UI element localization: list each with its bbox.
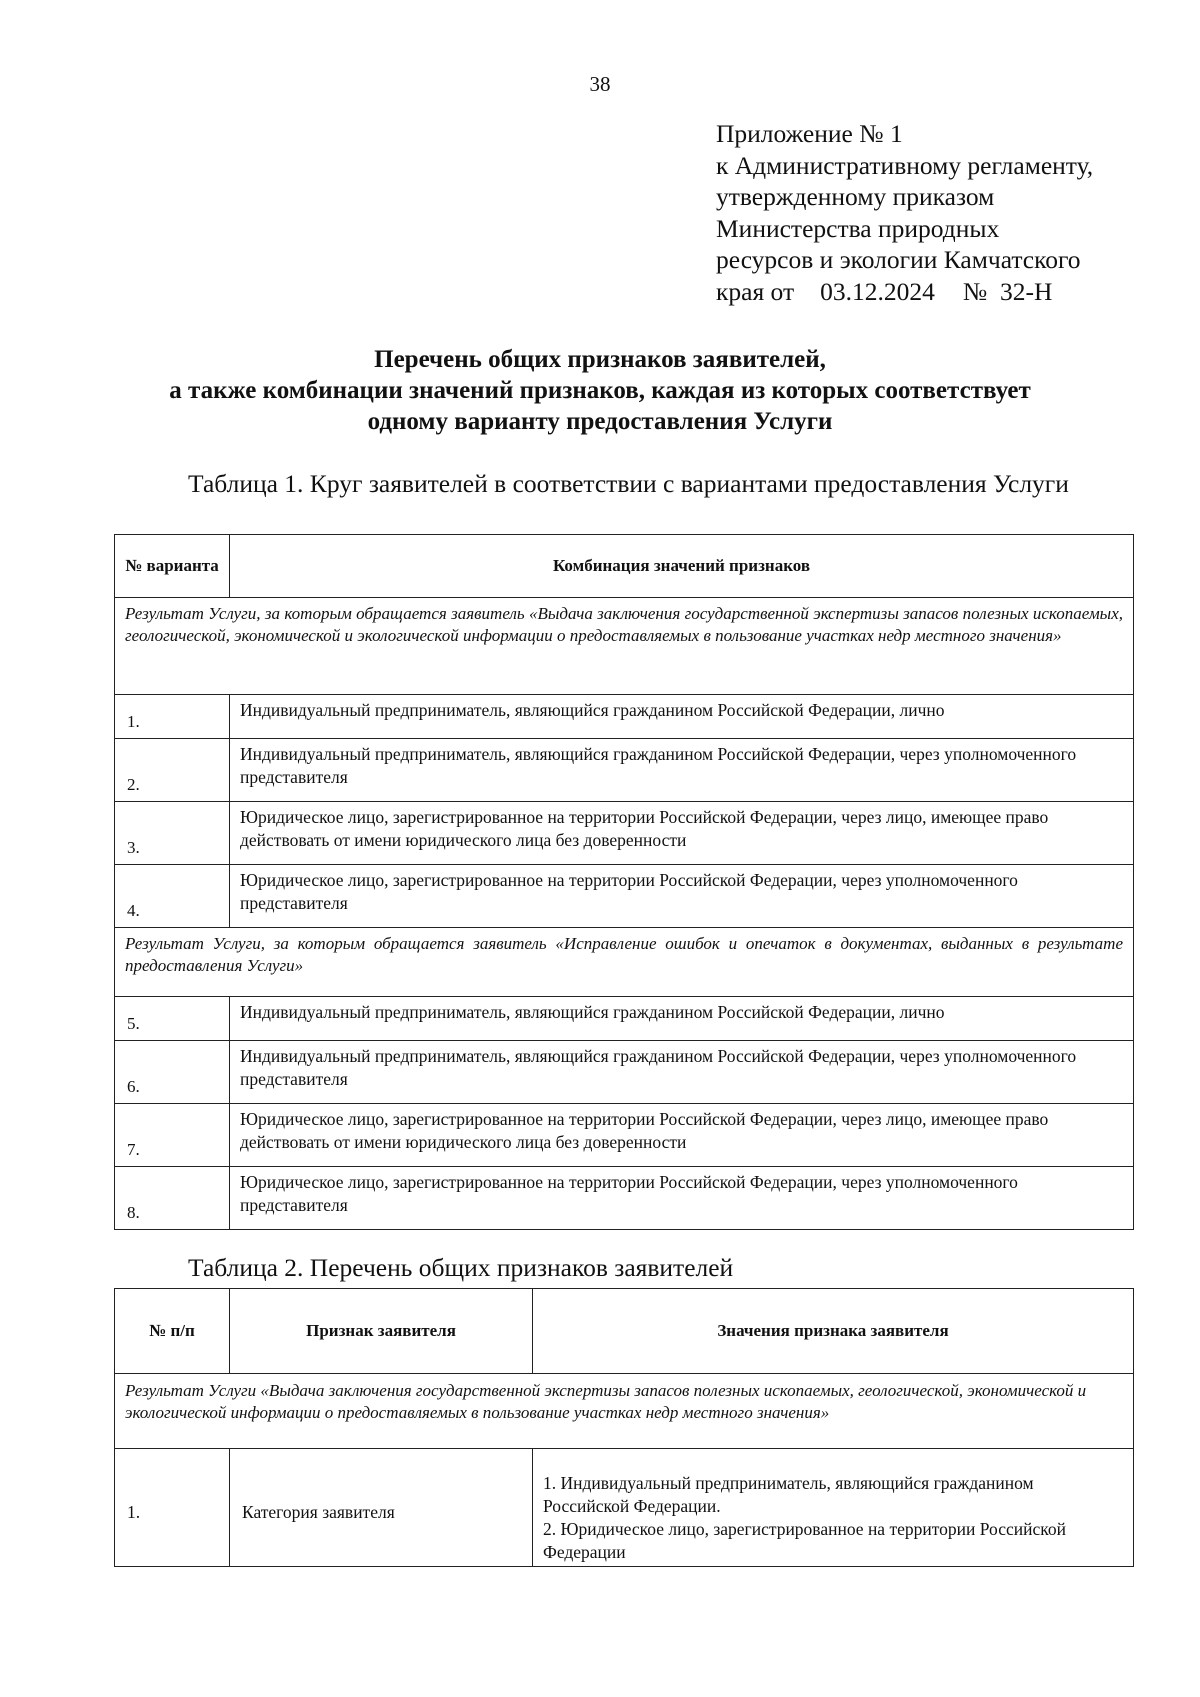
variant-number: 8.: [115, 1167, 230, 1230]
variant-text: Индивидуальный предприниматель, являющийся гражданином Российской Федерации, через уполномоченного представителя: [230, 1041, 1134, 1104]
variant-text: Индивидуальный предприниматель, являющийся гражданином Российской Федерации, лично: [230, 695, 1134, 739]
number-sign: №: [962, 276, 988, 306]
table2-caption: Таблица 2. Перечень общих признаков заявителей: [188, 1253, 734, 1282]
sign-name: Категория заявителя: [230, 1449, 533, 1567]
sign-value: 2. Юридическое лицо, зарегистрированное на территории Российской Федерации: [543, 1518, 1067, 1562]
header-variant-number: № варианта: [115, 535, 230, 598]
table-row: [115, 1449, 1134, 1567]
appendix-line: к Административному регламенту,: [716, 150, 1094, 180]
variant-number: 1.: [115, 695, 230, 739]
section-row: [115, 928, 1134, 997]
variant-number: 7.: [115, 1104, 230, 1167]
header-sign-values: Значения признака заявителя: [533, 1289, 1134, 1374]
variant-text: Юридическое лицо, зарегистрированное на территории Российской Федерации, через уполномоченного представителя: [230, 865, 1134, 928]
variant-number: 3.: [115, 802, 230, 865]
section-text: Результат Услуги, за которым обращается заявитель «Исправление ошибок и опечаток в документах, выданных в результате предоставления Услуги»: [115, 928, 1134, 997]
section-text: Результат Услуги «Выдача заключения государственной экспертизы запасов полезных ископаемых, геологической, экономической и экологической информации о предоставляемых в пользование участках недр местного значения»: [115, 1374, 1134, 1449]
section-text: Результат Услуги, за которым обращается заявитель «Выдача заключения государственной экспертизы запасов полезных ископаемых, геологической, экономической и экологической информации о предоставляемых в пользование участках недр местного значения»: [115, 598, 1134, 695]
variant-number: 2.: [115, 739, 230, 802]
variant-text: Индивидуальный предприниматель, являющийся гражданином Российской Федерации, лично: [230, 997, 1134, 1041]
page-number: 38: [589, 72, 611, 96]
table-row: [115, 865, 1134, 928]
table1-caption: Таблица 1. Круг заявителей в соответствии с вариантами предоставления Услуги: [188, 469, 1069, 498]
header-combination: Комбинация значений признаков: [230, 535, 1134, 598]
variant-number: 5.: [115, 997, 230, 1041]
title-line: а также комбинации значений признаков, каждая из которых соответствует: [169, 377, 1031, 404]
applicant-variants-table: [114, 534, 1134, 1230]
table-header-row: [115, 535, 1134, 598]
table-row: [115, 802, 1134, 865]
variant-number: 4.: [115, 865, 230, 928]
appendix-date-line: [716, 276, 1156, 308]
appendix-line: Министерства природных: [716, 213, 1000, 243]
appendix-line: ресурсов и экологии Камчатского: [716, 245, 1081, 274]
appendix-date-prefix: края от: [716, 276, 795, 306]
table-header-row: [115, 1289, 1134, 1374]
appendix-line: Приложение № 1: [716, 119, 903, 148]
table-row: [115, 695, 1134, 739]
variant-text: Юридическое лицо, зарегистрированное на территории Российской Федерации, через лицо, имеющее право действовать от имени юридического лица без доверенности: [230, 1104, 1134, 1167]
variant-text: Юридическое лицо, зарегистрированное на территории Российской Федерации, через уполномоченного представителя: [230, 1167, 1134, 1230]
header-sign: Признак заявителя: [230, 1289, 533, 1374]
table-row: [115, 739, 1134, 802]
appendix-line: утвержденному приказом: [716, 182, 995, 211]
variant-text: Индивидуальный предприниматель, являющийся гражданином Российской Федерации, через уполномоченного представителя: [230, 739, 1134, 802]
applicant-signs-table: [114, 1288, 1134, 1567]
table-row: [115, 997, 1134, 1041]
document-title: [100, 344, 1100, 437]
title-line: Перечень общих признаков заявителей,: [374, 346, 826, 373]
variant-number: 6.: [115, 1041, 230, 1104]
section-row: [115, 1374, 1134, 1449]
item-number: 1.: [115, 1449, 230, 1567]
order-date: 03.12.2024: [820, 276, 935, 306]
variant-text: Юридическое лицо, зарегистрированное на территории Российской Федерации, через лицо, имеющее право действовать от имени юридического лица без доверенности: [230, 802, 1134, 865]
sign-value: 1. Индивидуальный предприниматель, являющийся гражданином Российской Федерации.: [543, 1472, 1034, 1516]
order-number: 32-Н: [999, 276, 1053, 306]
table-row: [115, 1041, 1134, 1104]
table-row: [115, 1167, 1134, 1230]
table-row: [115, 1104, 1134, 1167]
header-item-number: № п/п: [115, 1289, 230, 1374]
title-line: одному варианту предоставления Услуги: [367, 408, 833, 435]
sign-values: [533, 1449, 1134, 1567]
section-row: [115, 598, 1134, 695]
appendix-block: [716, 118, 1156, 307]
table1-caption-wrap: [116, 468, 1146, 499]
